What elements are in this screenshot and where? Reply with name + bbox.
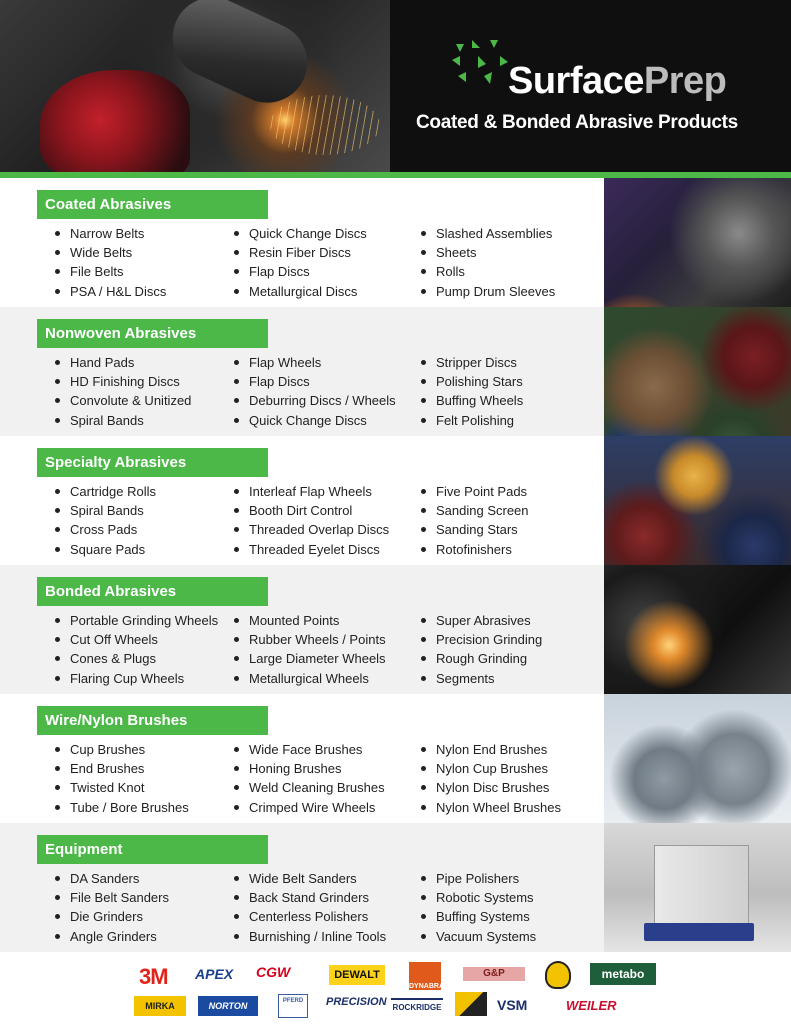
- list-item: File Belt Sanders: [55, 888, 169, 907]
- list-item: Five Point Pads: [421, 482, 529, 501]
- list-item: Pump Drum Sleeves: [421, 282, 555, 301]
- logo-cgw: CGW: [256, 964, 291, 980]
- list-item: Threaded Overlap Discs: [234, 520, 389, 539]
- list-item: Flap Discs: [234, 262, 367, 281]
- product-list: [234, 224, 367, 301]
- list-item: Convolute & Unitized: [55, 391, 191, 410]
- red-glove-image: [40, 70, 190, 172]
- logo-3m: 3M: [139, 964, 168, 989]
- product-list: [421, 869, 536, 946]
- sparks-image: [270, 95, 380, 155]
- section-bonded-abrasives: [0, 565, 791, 694]
- wide-belt-sander-image: [654, 845, 749, 935]
- list-item: Rolls: [421, 262, 555, 281]
- list-item: Segments: [421, 669, 542, 688]
- coated-abrasives-photo: [604, 178, 791, 307]
- section-coated-abrasives: [0, 178, 791, 307]
- list-item: File Belts: [55, 262, 166, 281]
- page-title: Coated & Bonded Abrasive Products: [416, 112, 738, 133]
- list-item: Crimped Wire Wheels: [234, 798, 385, 817]
- list-item: Nylon Wheel Brushes: [421, 798, 561, 817]
- list-item: Cones & Plugs: [55, 649, 218, 668]
- list-item: Weld Cleaning Brushes: [234, 778, 385, 797]
- brand-name-part1: Surface: [508, 60, 644, 102]
- product-list: [55, 353, 191, 430]
- nonwoven-abrasives-photo: [604, 307, 791, 436]
- product-list: [421, 353, 523, 430]
- list-item: Rough Grinding: [421, 649, 542, 668]
- equipment-photo: [604, 823, 791, 952]
- list-item: Slashed Assemblies: [421, 224, 555, 243]
- list-item: Booth Dirt Control: [234, 501, 389, 520]
- list-item: Nylon Disc Brushes: [421, 778, 561, 797]
- list-item: Cross Pads: [55, 520, 156, 539]
- logo-weiler: WEILER: [566, 998, 617, 1013]
- list-item: Polishing Stars: [421, 372, 523, 391]
- logo-pferd: PFERD: [278, 994, 308, 1018]
- brand-name: [508, 60, 726, 103]
- section-title: Wire/Nylon Brushes: [37, 706, 268, 735]
- product-list: [234, 353, 396, 430]
- list-item: Cartridge Rolls: [55, 482, 156, 501]
- list-item: Die Grinders: [55, 907, 169, 926]
- product-list: [55, 224, 166, 301]
- list-item: Spiral Bands: [55, 501, 156, 520]
- bonded-abrasives-photo: [604, 565, 791, 694]
- section-title: Specialty Abrasives: [37, 448, 268, 477]
- green-diamond-cluster-icon: [450, 38, 510, 86]
- list-item: Burnishing / Inline Tools: [234, 927, 386, 946]
- list-item: Large Diameter Wheels: [234, 649, 386, 668]
- list-item: HD Finishing Discs: [55, 372, 191, 391]
- logo-rockridge: ROCKRIDGE: [391, 998, 443, 1016]
- list-item: Quick Change Discs: [234, 411, 396, 430]
- list-item: Stripper Discs: [421, 353, 523, 372]
- logo-precision-abrasives: PRECISION: [326, 996, 387, 1008]
- product-list: [234, 869, 386, 946]
- product-list: [55, 611, 218, 688]
- product-list: [234, 740, 385, 817]
- list-item: Portable Grinding Wheels: [55, 611, 218, 630]
- list-item: Interleaf Flap Wheels: [234, 482, 389, 501]
- list-item: Cut Off Wheels: [55, 630, 218, 649]
- list-item: Threaded Eyelet Discs: [234, 540, 389, 559]
- brand-logos-strip: [0, 952, 791, 1024]
- section-specialty-abrasives: [0, 436, 791, 565]
- section-title: Nonwoven Abrasives: [37, 319, 268, 348]
- page-header: [0, 0, 791, 172]
- list-item: Pipe Polishers: [421, 869, 536, 888]
- list-item: Hand Pads: [55, 353, 191, 372]
- list-item: Rubber Wheels / Points: [234, 630, 386, 649]
- list-item: Robotic Systems: [421, 888, 536, 907]
- list-item: Wide Face Brushes: [234, 740, 385, 759]
- header-grinding-photo: [0, 0, 390, 172]
- list-item: Deburring Discs / Wheels: [234, 391, 396, 410]
- list-item: Back Stand Grinders: [234, 888, 386, 907]
- section-title: Equipment: [37, 835, 268, 864]
- list-item: Honing Brushes: [234, 759, 385, 778]
- list-item: Flap Discs: [234, 372, 396, 391]
- sander-base-image: [644, 923, 754, 941]
- logo-norton: NORTON: [198, 996, 258, 1016]
- product-list: [55, 869, 169, 946]
- product-list: [234, 482, 389, 559]
- logo-mirka: MIRKA: [134, 996, 186, 1016]
- logo-sia: [455, 992, 487, 1016]
- list-item: Spiral Bands: [55, 411, 191, 430]
- list-item: Buffing Systems: [421, 907, 536, 926]
- list-item: Flap Wheels: [234, 353, 396, 372]
- list-item: Vacuum Systems: [421, 927, 536, 946]
- list-item: Buffing Wheels: [421, 391, 523, 410]
- list-item: DA Sanders: [55, 869, 169, 888]
- list-item: Sheets: [421, 243, 555, 262]
- list-item: Wide Belt Sanders: [234, 869, 386, 888]
- product-list: [421, 740, 561, 817]
- product-list: [421, 611, 542, 688]
- brand-name-part2: Prep: [643, 60, 727, 102]
- list-item: Twisted Knot: [55, 778, 189, 797]
- list-item: Quick Change Discs: [234, 224, 367, 243]
- section-nonwoven-abrasives: [0, 307, 791, 436]
- product-list: [421, 482, 529, 559]
- list-item: Metallurgical Discs: [234, 282, 367, 301]
- list-item: Rotofinishers: [421, 540, 529, 559]
- specialty-abrasives-photo: [604, 436, 791, 565]
- product-list: [421, 224, 555, 301]
- section-wire-nylon-brushes: [0, 694, 791, 823]
- list-item: Centerless Polishers: [234, 907, 386, 926]
- section-title: Coated Abrasives: [37, 190, 268, 219]
- list-item: Mounted Points: [234, 611, 386, 630]
- list-item: Tube / Bore Brushes: [55, 798, 189, 817]
- logo-apex: APEX: [195, 966, 234, 982]
- list-item: Felt Polishing: [421, 411, 523, 430]
- product-list: [55, 740, 189, 817]
- list-item: Sanding Screen: [421, 501, 529, 520]
- list-item: PSA / H&L Discs: [55, 282, 166, 301]
- list-item: Flaring Cup Wheels: [55, 669, 218, 688]
- list-item: Precision Grinding: [421, 630, 542, 649]
- logo-klingspor: [545, 961, 571, 989]
- list-item: Nylon End Brushes: [421, 740, 561, 759]
- list-item: Angle Grinders: [55, 927, 169, 946]
- logo-dewalt: DEWALT: [329, 965, 385, 985]
- list-item: Cup Brushes: [55, 740, 189, 759]
- list-item: Metallurgical Wheels: [234, 669, 386, 688]
- section-equipment: [0, 823, 791, 952]
- list-item: Wide Belts: [55, 243, 166, 262]
- logo-gp: G&P: [463, 967, 525, 981]
- list-item: Square Pads: [55, 540, 156, 559]
- list-item: Sanding Stars: [421, 520, 529, 539]
- list-item: End Brushes: [55, 759, 189, 778]
- list-item: Resin Fiber Discs: [234, 243, 367, 262]
- logo-dynabrade: DYNABRADE: [409, 962, 441, 990]
- list-item: Super Abrasives: [421, 611, 542, 630]
- list-item: Narrow Belts: [55, 224, 166, 243]
- list-item: Nylon Cup Brushes: [421, 759, 561, 778]
- logo-metabo: metabo: [590, 963, 656, 985]
- wire-brushes-photo: [604, 694, 791, 823]
- product-list: [234, 611, 386, 688]
- logo-vsm: VSM: [497, 997, 528, 1013]
- section-title: Bonded Abrasives: [37, 577, 268, 606]
- product-list: [55, 482, 156, 559]
